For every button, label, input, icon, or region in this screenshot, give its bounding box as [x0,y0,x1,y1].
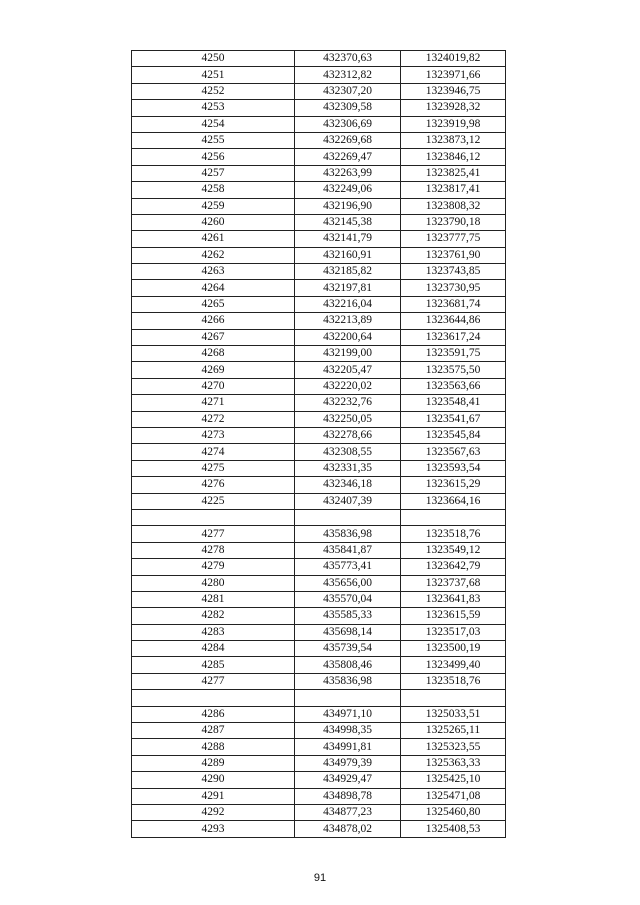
table-row [132,329,506,345]
point-number-cell: 4292 [132,804,295,820]
table-row [132,378,506,394]
table-row [132,165,506,181]
point-number-cell: 4274 [132,444,295,460]
point-number-cell: 4276 [132,477,295,493]
y-coordinate-cell: 1323567,63 [401,444,506,460]
point-number-cell: 4277 [132,526,295,542]
x-coordinate-cell: 432250,05 [295,411,401,427]
point-number-cell: 4280 [132,575,295,591]
x-coordinate-cell: 435836,98 [295,673,401,689]
point-number-cell: 4253 [132,100,295,116]
y-coordinate-cell: 1323808,32 [401,198,506,214]
y-coordinate-cell: 1323575,50 [401,362,506,378]
y-coordinate-cell: 1323644,86 [401,313,506,329]
point-number-cell: 4225 [132,493,295,509]
x-coordinate-cell: 435656,00 [295,575,401,591]
y-coordinate-cell: 1323790,18 [401,214,506,230]
x-coordinate-cell: 434878,02 [295,821,401,837]
point-number-cell: 4268 [132,346,295,362]
y-coordinate-cell: 1323591,75 [401,346,506,362]
x-coordinate-cell: 432185,82 [295,264,401,280]
x-coordinate-cell: 432205,47 [295,362,401,378]
point-number-cell: 4270 [132,378,295,394]
point-number-cell: 4257 [132,165,295,181]
x-coordinate-cell: 432278,66 [295,427,401,443]
y-coordinate-cell: 1323743,85 [401,264,506,280]
point-number-cell: 4254 [132,116,295,132]
y-coordinate-cell: 1325033,51 [401,706,506,722]
x-coordinate-cell: 432145,38 [295,214,401,230]
x-coordinate-cell: 432213,89 [295,313,401,329]
table-row [132,542,506,558]
y-coordinate-cell: 1323563,66 [401,378,506,394]
x-coordinate-cell: 434971,10 [295,706,401,722]
table-row [132,706,506,722]
y-coordinate-cell: 1323681,74 [401,296,506,312]
table-row [132,313,506,329]
point-number-cell: 4269 [132,362,295,378]
point-number-cell: 4275 [132,460,295,476]
x-coordinate-cell: 432200,64 [295,329,401,345]
point-number-cell: 4259 [132,198,295,214]
table-row [132,100,506,116]
y-coordinate-cell: 1325408,53 [401,821,506,837]
y-coordinate-cell: 1323928,32 [401,100,506,116]
x-coordinate-cell: 432141,79 [295,231,401,247]
point-number-cell: 4278 [132,542,295,558]
point-number-cell: 4250 [132,51,295,67]
y-coordinate-cell: 1323499,40 [401,657,506,673]
point-number-cell: 4271 [132,395,295,411]
y-coordinate-cell: 1323548,41 [401,395,506,411]
x-coordinate-cell: 432263,99 [295,165,401,181]
x-coordinate-cell [295,509,401,525]
y-coordinate-cell: 1323549,12 [401,542,506,558]
y-coordinate-cell: 1323517,03 [401,624,506,640]
table-row [132,493,506,509]
point-number-cell: 4285 [132,657,295,673]
y-coordinate-cell: 1323737,68 [401,575,506,591]
x-coordinate-cell: 432220,02 [295,378,401,394]
x-coordinate-cell: 432269,68 [295,132,401,148]
y-coordinate-cell: 1325471,08 [401,788,506,804]
point-number-cell: 4287 [132,723,295,739]
y-coordinate-cell: 1323615,59 [401,608,506,624]
coordinates-table [131,50,506,838]
table-row [132,821,506,837]
table-row [132,362,506,378]
y-coordinate-cell: 1323541,67 [401,411,506,427]
point-number-cell: 4286 [132,706,295,722]
table-row [132,182,506,198]
point-number-cell: 4251 [132,67,295,83]
table-row [132,460,506,476]
y-coordinate-cell: 1323518,76 [401,526,506,542]
table-row [132,247,506,263]
x-coordinate-cell [295,690,401,706]
x-coordinate-cell: 432331,35 [295,460,401,476]
table-row [132,149,506,165]
table-row [132,575,506,591]
point-number-cell: 4272 [132,411,295,427]
y-coordinate-cell: 1323641,83 [401,591,506,607]
point-number-cell: 4261 [132,231,295,247]
point-number-cell: 4293 [132,821,295,837]
table-row [132,214,506,230]
x-coordinate-cell: 432249,06 [295,182,401,198]
point-number-cell: 4265 [132,296,295,312]
point-number-cell: 4283 [132,624,295,640]
x-coordinate-cell: 432196,90 [295,198,401,214]
y-coordinate-cell: 1323593,54 [401,460,506,476]
x-coordinate-cell: 432269,47 [295,149,401,165]
table-row [132,67,506,83]
table-row [132,526,506,542]
point-number-cell: 4260 [132,214,295,230]
x-coordinate-cell: 435698,14 [295,624,401,640]
point-number-cell: 4266 [132,313,295,329]
x-coordinate-cell: 432160,91 [295,247,401,263]
table-row [132,591,506,607]
y-coordinate-cell: 1323642,79 [401,559,506,575]
x-coordinate-cell: 435773,41 [295,559,401,575]
x-coordinate-cell: 435841,87 [295,542,401,558]
x-coordinate-cell: 432346,18 [295,477,401,493]
x-coordinate-cell: 432232,76 [295,395,401,411]
y-coordinate-cell: 1323846,12 [401,149,506,165]
y-coordinate-cell: 1325323,55 [401,739,506,755]
point-number-cell [132,690,295,706]
y-coordinate-cell: 1325425,10 [401,772,506,788]
table-row [132,723,506,739]
point-number-cell: 4291 [132,788,295,804]
table-row [132,51,506,67]
x-coordinate-cell: 434898,78 [295,788,401,804]
y-coordinate-cell: 1323825,41 [401,165,506,181]
x-coordinate-cell: 432312,82 [295,67,401,83]
table-row [132,772,506,788]
y-coordinate-cell: 1323545,84 [401,427,506,443]
x-coordinate-cell: 435739,54 [295,641,401,657]
x-coordinate-cell: 434991,81 [295,739,401,755]
y-coordinate-cell: 1325265,11 [401,723,506,739]
table-row [132,608,506,624]
table-row [132,788,506,804]
x-coordinate-cell: 435585,33 [295,608,401,624]
x-coordinate-cell: 435808,46 [295,657,401,673]
table-row [132,755,506,771]
table-row [132,264,506,280]
point-number-cell: 4252 [132,83,295,99]
x-coordinate-cell: 435570,04 [295,591,401,607]
y-coordinate-cell: 1323730,95 [401,280,506,296]
table-row [132,346,506,362]
table-row [132,198,506,214]
y-coordinate-cell: 1323817,41 [401,182,506,198]
point-number-cell: 4282 [132,608,295,624]
table-row [132,83,506,99]
point-number-cell: 4273 [132,427,295,443]
y-coordinate-cell: 1323500,19 [401,641,506,657]
point-number-cell: 4289 [132,755,295,771]
x-coordinate-cell: 432199,00 [295,346,401,362]
y-coordinate-cell [401,509,506,525]
y-coordinate-cell: 1323664,16 [401,493,506,509]
x-coordinate-cell: 434979,39 [295,755,401,771]
point-number-cell: 4258 [132,182,295,198]
y-coordinate-cell: 1323615,29 [401,477,506,493]
x-coordinate-cell: 434929,47 [295,772,401,788]
y-coordinate-cell: 1325460,80 [401,804,506,820]
x-coordinate-cell: 432216,04 [295,296,401,312]
point-number-cell: 4277 [132,673,295,689]
x-coordinate-cell: 432407,39 [295,493,401,509]
table-row [132,673,506,689]
y-coordinate-cell: 1323777,75 [401,231,506,247]
y-coordinate-cell: 1324019,82 [401,51,506,67]
x-coordinate-cell: 432307,20 [295,83,401,99]
y-coordinate-cell: 1323946,75 [401,83,506,99]
point-number-cell: 4284 [132,641,295,657]
table-row [132,231,506,247]
table-blank-row [132,509,506,525]
x-coordinate-cell: 432309,58 [295,100,401,116]
y-coordinate-cell: 1323761,90 [401,247,506,263]
y-coordinate-cell: 1323971,66 [401,67,506,83]
x-coordinate-cell: 432306,69 [295,116,401,132]
table-row [132,444,506,460]
x-coordinate-cell: 432370,63 [295,51,401,67]
table-row [132,657,506,673]
table-row [132,477,506,493]
table-row [132,641,506,657]
x-coordinate-cell: 432308,55 [295,444,401,460]
x-coordinate-cell: 434998,35 [295,723,401,739]
y-coordinate-cell: 1323518,76 [401,673,506,689]
table-blank-row [132,690,506,706]
point-number-cell: 4255 [132,132,295,148]
point-number-cell: 4264 [132,280,295,296]
y-coordinate-cell [401,690,506,706]
x-coordinate-cell: 435836,98 [295,526,401,542]
table-row [132,411,506,427]
table-row [132,624,506,640]
table-row [132,395,506,411]
x-coordinate-cell: 432197,81 [295,280,401,296]
point-number-cell: 4262 [132,247,295,263]
point-number-cell [132,509,295,525]
point-number-cell: 4281 [132,591,295,607]
table-row [132,427,506,443]
y-coordinate-cell: 1323617,24 [401,329,506,345]
point-number-cell: 4288 [132,739,295,755]
table-row [132,280,506,296]
table-row [132,296,506,312]
table-row [132,804,506,820]
point-number-cell: 4290 [132,772,295,788]
x-coordinate-cell: 434877,23 [295,804,401,820]
table-row [132,132,506,148]
point-number-cell: 4256 [132,149,295,165]
coordinates-table-body [132,51,506,838]
page-number: 91 [313,872,327,884]
y-coordinate-cell: 1323873,12 [401,132,506,148]
table-row [132,116,506,132]
table-row [132,559,506,575]
y-coordinate-cell: 1323919,98 [401,116,506,132]
point-number-cell: 4263 [132,264,295,280]
table-row [132,739,506,755]
y-coordinate-cell: 1325363,33 [401,755,506,771]
point-number-cell: 4279 [132,559,295,575]
point-number-cell: 4267 [132,329,295,345]
